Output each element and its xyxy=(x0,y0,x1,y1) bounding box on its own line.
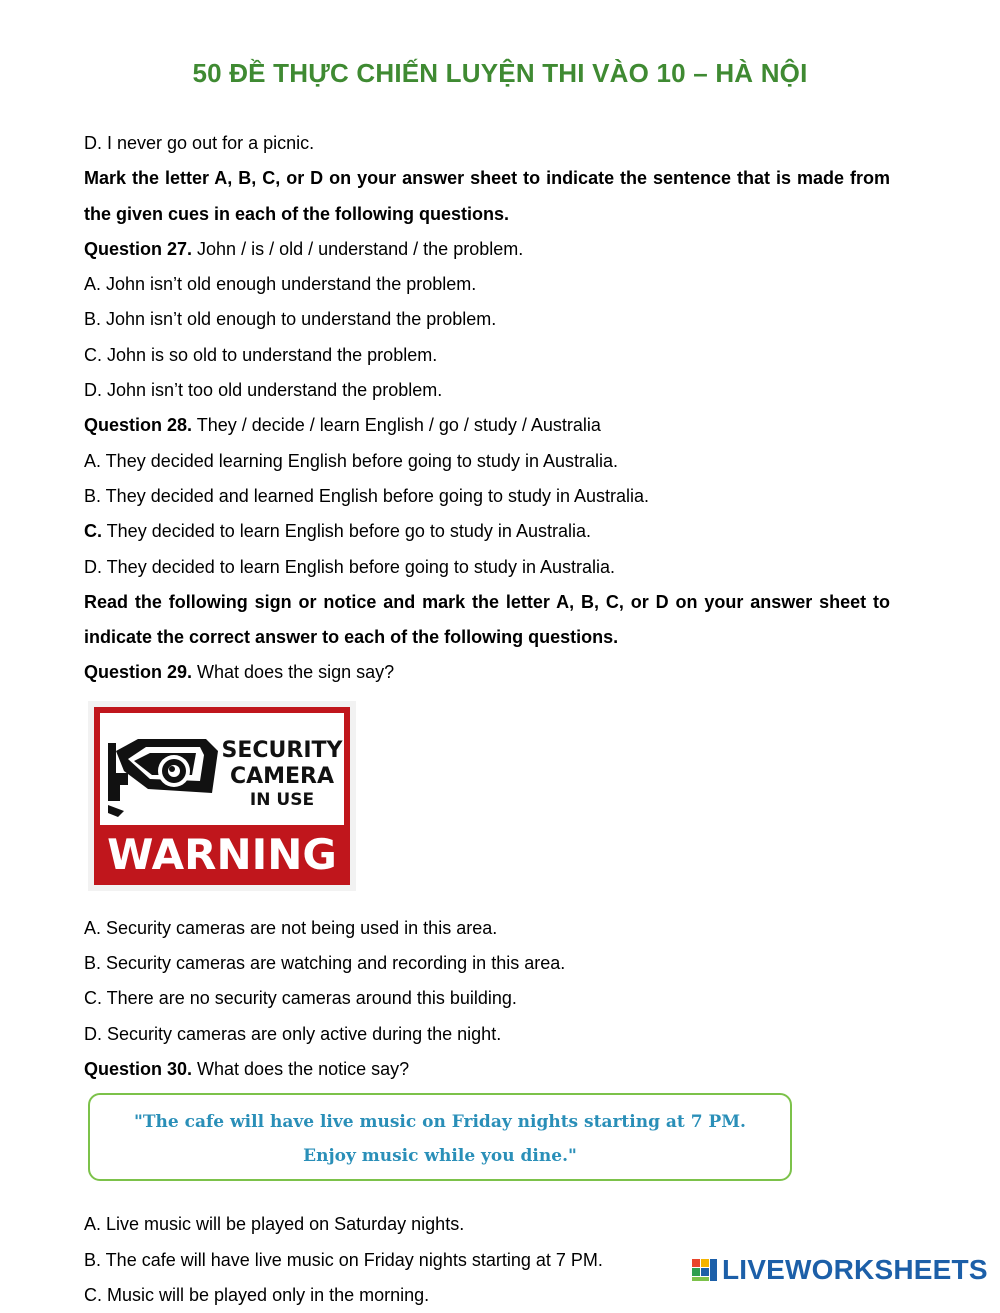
notice-area xyxy=(84,1087,890,1207)
question-27 xyxy=(84,232,890,267)
question-label: Question 29. xyxy=(84,662,193,683)
q30-option-a: A. Live music will be played on Saturday nights. xyxy=(84,1214,465,1235)
worksheet-content xyxy=(84,126,890,1313)
sign-line-2: CAMERA xyxy=(229,763,335,789)
q29-option-d: D. Security cameras are only active during the night. xyxy=(84,1023,502,1044)
notice-box xyxy=(88,1093,792,1181)
q28-option-a: A. They decided learning English before going to study in Australia. xyxy=(84,450,619,471)
question-30 xyxy=(84,1052,890,1087)
liveworksheets-icon xyxy=(692,1257,718,1283)
q27-option-a: A. John isn’t old enough understand the problem. xyxy=(84,274,477,295)
prev-question-option-d: D. I never go out for a picnic. xyxy=(84,133,315,153)
signs-instruction: Read the following sign or notice and mark the letter A, B, C, or D on your answer sheet to indicate the correct answer to each of the following questions. xyxy=(84,591,890,648)
sign-warning: WARNING xyxy=(107,829,337,879)
page-title: 50 ĐỀ THỰC CHIẾN LUYỆN THI VÀO 10 – HÀ NỘI xyxy=(192,58,808,88)
question-28 xyxy=(84,408,890,443)
liveworksheets-logo[interactable] xyxy=(692,1254,988,1286)
sign-line-3: IN USE xyxy=(249,789,315,810)
question-text: They / decide / learn English / go / study / Australia xyxy=(192,415,601,436)
question-text: What does the notice say? xyxy=(192,1058,410,1079)
sign-line-1: SECURITY xyxy=(221,737,343,763)
q27-option-b: B. John isn’t old enough to understand the problem. xyxy=(84,309,497,330)
liveworksheets-wordmark: LIVEWORKSHEETS xyxy=(722,1254,988,1285)
question-text: John / is / old / understand / the problem. xyxy=(192,238,524,259)
question-label: Question 30. xyxy=(84,1058,193,1079)
question-29 xyxy=(84,655,890,690)
sign-image-area xyxy=(84,691,890,911)
q28-option-b: B. They decided and learned English before going to study in Australia. xyxy=(84,485,650,506)
option-letter: C. xyxy=(84,521,102,542)
cues-instruction: Mark the letter A, B, C, or D on your answer sheet to indicate the sentence that is made from the given cues in each of the following questions. xyxy=(84,168,890,224)
notice-line-1: "The cafe will have live music on Friday nights starting at 7 PM. xyxy=(134,1112,746,1133)
q29-option-c: C. There are no security cameras around this building. xyxy=(84,988,517,1009)
q29-option-a: A. Security cameras are not being used in this area. xyxy=(84,917,498,938)
q30-option-b: B. The cafe will have live music on Friday nights starting at 7 PM. xyxy=(84,1249,603,1270)
question-label: Question 28. xyxy=(84,415,193,436)
question-label: Question 27. xyxy=(84,238,193,259)
question-text: What does the sign say? xyxy=(192,662,395,683)
q28-option-c xyxy=(84,514,890,549)
option-text: They decided to learn English before go to study in Australia. xyxy=(102,521,591,542)
q30-option-c: C. Music will be played only in the morning. xyxy=(84,1284,430,1305)
q29-option-b: B. Security cameras are watching and recording in this area. xyxy=(84,953,566,974)
q28-option-d: D. They decided to learn English before going to study in Australia. xyxy=(84,556,615,577)
security-camera-sign xyxy=(88,701,356,891)
notice-line-2: Enjoy music while you dine." xyxy=(303,1146,577,1167)
q27-option-c: C. John is so old to understand the problem. xyxy=(84,344,438,365)
q27-option-d: D. John isn’t too old understand the problem. xyxy=(84,380,443,401)
